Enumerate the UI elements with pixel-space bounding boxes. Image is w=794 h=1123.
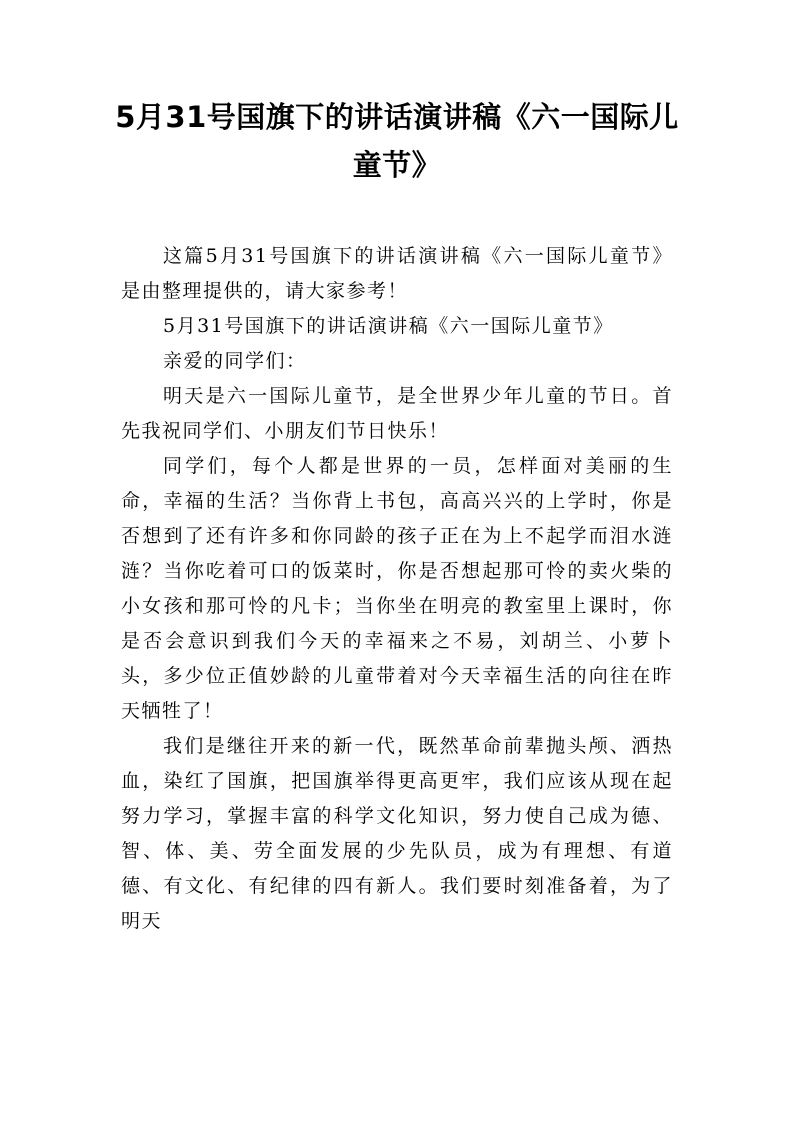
paragraph-subtitle: 5月31号国旗下的讲话演讲稿《六一国际儿童节》	[163, 315, 614, 337]
paragraph-intro: 这篇5月31号国旗下的讲话演讲稿《六一国际儿童节》是由整理提供的，请大家参考！	[121, 245, 673, 302]
paragraph-reflection: 同学们，每个人都是世界的一员，怎样面对美丽的生命，幸福的生活？当你背上书包，高高兴兴的上学时，你是否想到了还有许多和你同龄的孩子正在为上不起学而泪水涟涟？当你吃着可口的饭菜时，你是否想起那可怜的卖火柴的小女孩和那可怜的凡卡；当你坐在明亮的教室里上课时，你是否会意识到我们今天的幸福来之不易，刘胡兰、小萝卜头，多少位正值妙龄的儿童带着对今天幸福生活的向往在昨天牺牲了！	[121, 455, 673, 722]
paragraph-salutation: 亲爱的同学们：	[163, 350, 307, 372]
document-title: 5月31号国旗下的讲话演讲稿《六一国际儿童节》	[115, 100, 679, 182]
document-body	[121, 239, 673, 939]
paragraph-call-to-action: 我们是继往开来的新一代，既然革命前辈抛头颅、洒热血，染红了国旗，把国旗举得更高更牢，我们应该从现在起努力学习，掌握丰富的科学文化知识，努力使自己成为德、智、体、美、劳全面发展的少先队员，成为有理想、有道德、有文化、有纪律的四有新人。我们要时刻准备着，为了明天	[121, 735, 673, 932]
paragraph-greeting: 明天是六一国际儿童节，是全世界少年儿童的节日。首先我祝同学们、小朋友们节日快乐！	[121, 385, 673, 442]
